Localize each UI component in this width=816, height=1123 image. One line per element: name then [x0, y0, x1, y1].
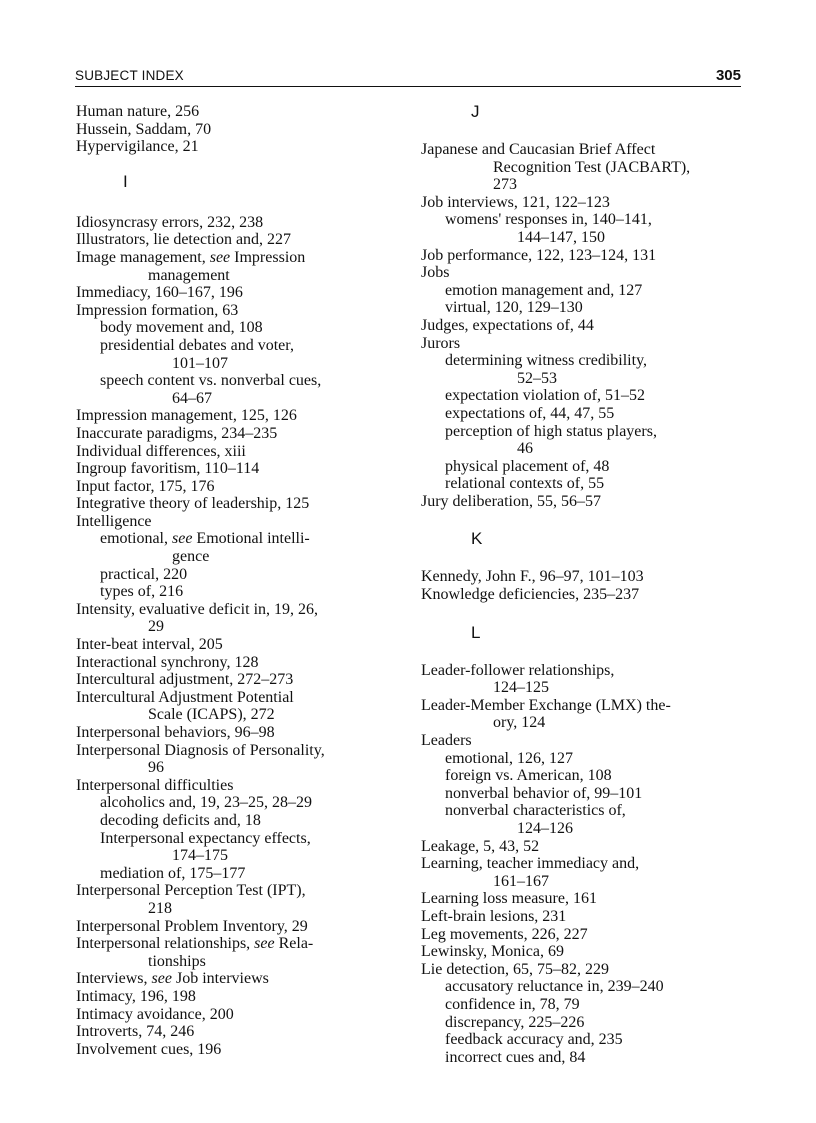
entry-text: Rela- [274, 935, 314, 953]
index-subentry [421, 211, 741, 246]
entry-text: foreign vs. American, 108 [445, 767, 612, 785]
index-entry [76, 284, 406, 302]
index-entry [76, 1006, 406, 1024]
index-entry [421, 568, 741, 586]
entry-text: Emotional intelli- [192, 530, 310, 548]
index-entry [76, 636, 406, 654]
index-subentry [421, 387, 741, 405]
entry-text: Lewinsky, Monica, 69 [421, 943, 564, 961]
entry-text: Jobs [421, 264, 450, 282]
entry-text: Interpersonal relationships, [76, 935, 255, 953]
entry-text: Intimacy avoidance, 200 [76, 1005, 234, 1023]
index-entry [421, 961, 741, 979]
entry-text: nonverbal behavior of, 99–101 [445, 784, 643, 802]
index-subentry [76, 583, 406, 601]
index-entry [76, 249, 406, 284]
section-letter-heading: J [471, 102, 480, 121]
entry-text: Impression management, 125, 126 [76, 407, 297, 425]
entry-text: Japanese and Caucasian Brief Affect [421, 141, 656, 158]
index-subentry [421, 423, 741, 458]
entry-continuation: tionships [148, 952, 206, 970]
cross-reference-see: see [254, 935, 275, 953]
index-entry [76, 425, 406, 443]
entry-text: Leg movements, 226, 227 [421, 925, 588, 943]
index-entry [76, 513, 406, 531]
entry-text: Idiosyncrasy errors, 232, 238 [76, 213, 264, 231]
entry-text: mediation of, 175–177 [100, 864, 246, 882]
entry-text: Intimacy, 196, 198 [76, 987, 196, 1005]
index-entry [76, 724, 406, 742]
entry-continuation: 161–167 [493, 872, 549, 890]
entry-text: Leader-follower relationships, [421, 661, 615, 679]
spacer [421, 604, 741, 624]
index-subentry [421, 352, 741, 387]
index-entry [76, 671, 406, 689]
entry-text: Hussein, Saddam, 70 [76, 120, 212, 138]
index-subentry [421, 1014, 741, 1032]
index-entry [76, 495, 406, 513]
entry-text: Job interviews, 121, 122–123 [421, 193, 610, 211]
entry-text: Jurors [421, 334, 461, 352]
entry-text: perception of high status players, [445, 422, 657, 440]
entry-text: practical, 220 [100, 565, 188, 583]
index-subentry [76, 372, 406, 407]
entry-continuation: 144–147, 150 [517, 228, 605, 246]
index-subentry [421, 405, 741, 423]
entry-text: discrepancy, 225–226 [445, 1013, 585, 1031]
index-subentry [76, 319, 406, 337]
entry-text: Introverts, 74, 246 [76, 1023, 195, 1041]
index-entry [421, 890, 741, 908]
entry-text: confidence in, 78, 79 [445, 995, 580, 1013]
index-entry [76, 654, 406, 672]
index-entry [76, 103, 406, 121]
index-entry [76, 601, 406, 636]
index-entry [76, 443, 406, 461]
entry-continuation: Scale (ICAPS), 272 [148, 706, 275, 724]
index-entry [421, 317, 741, 335]
entry-continuation: 52–53 [517, 369, 557, 387]
index-entry [76, 1023, 406, 1041]
index-subentry [76, 865, 406, 883]
entry-continuation: gence [172, 548, 210, 566]
entry-text: physical placement of, 48 [445, 457, 610, 475]
entry-text: Leaders [421, 732, 472, 750]
index-entry [76, 138, 406, 156]
index-subentry [76, 830, 406, 865]
index-entry [421, 194, 741, 212]
entry-text: Lie detection, 65, 75–82, 229 [421, 960, 609, 978]
entry-text: Knowledge deficiencies, 235–237 [421, 586, 640, 604]
cross-reference-see: see [209, 248, 231, 266]
index-entry [421, 838, 741, 856]
entry-text: incorrect cues and, 84 [445, 1048, 586, 1066]
index-subentry [421, 750, 741, 768]
entry-continuation: 64–67 [172, 389, 212, 407]
entry-continuation: Recognition Test (JACBART), [493, 158, 691, 176]
section-letter-heading: I [123, 171, 128, 191]
entry-text: Leader-Member Exchange (LMX) the- [421, 696, 671, 714]
entry-text: Judges, expectations of, 44 [421, 316, 594, 334]
entry-text: emotional, [100, 530, 172, 548]
entry-text: Interpersonal behaviors, 96–98 [76, 724, 275, 741]
entry-text: types of, 216 [100, 583, 184, 601]
index-subentry [421, 996, 741, 1014]
entry-text: expectation violation of, 51–52 [445, 387, 645, 405]
index-entry [76, 460, 406, 478]
index-entry [421, 855, 741, 890]
section-letter-heading: K [471, 529, 483, 549]
entry-text: Learning, teacher immediacy and, [421, 855, 640, 873]
index-subentry [421, 1031, 741, 1049]
index-entry [421, 586, 741, 604]
entry-text: Job performance, 122, 123–124, 131 [421, 246, 657, 264]
entry-text: Job interviews [171, 970, 269, 988]
entry-text: Intensity, evaluative deficit in, 19, 26, [76, 600, 319, 618]
index-entry [421, 247, 741, 265]
running-head-title: SUBJECT INDEX [75, 68, 184, 83]
index-entry [421, 264, 741, 282]
entry-text: Illustrators, lie detection and, 227 [76, 231, 292, 249]
page-number: 305 [715, 67, 741, 84]
entry-text: Involvement cues, 196 [76, 1040, 222, 1058]
index-entry [421, 141, 741, 194]
index-entry [421, 926, 741, 944]
running-header [75, 64, 741, 87]
entry-text: Interactional synchrony, 128 [76, 653, 259, 671]
index-subentry [421, 458, 741, 476]
spacer [421, 548, 741, 568]
index-subentry [421, 475, 741, 493]
entry-text: Human nature, 256 [76, 103, 200, 120]
index-entry [76, 882, 406, 917]
entry-continuation: 273 [493, 176, 517, 194]
entry-text: Interpersonal Diagnosis of Personality, [76, 741, 325, 759]
index-entry [76, 231, 406, 249]
entry-continuation: 174–175 [172, 847, 228, 865]
entry-continuation: 96 [148, 759, 164, 777]
index-subentry [421, 978, 741, 996]
index-column-right [421, 103, 741, 1066]
entry-text: Image management, [76, 248, 210, 266]
entry-text: Ingroup favoritism, 110–114 [76, 460, 260, 478]
entry-text: presidential debates and voter, [100, 336, 294, 354]
entry-text: Interpersonal difficulties [76, 776, 234, 794]
entry-text: determining witness credibility, [445, 352, 648, 370]
entry-continuation: 46 [517, 440, 533, 458]
entry-continuation: 124–126 [517, 820, 573, 837]
index-subentry [421, 767, 741, 785]
entry-continuation: 218 [148, 899, 172, 917]
entry-text: accusatory reluctance in, 239–240 [445, 978, 664, 996]
entry-text: Interpersonal expectancy effects, [100, 829, 311, 847]
entry-text: Inter-beat interval, 205 [76, 636, 223, 654]
spacer [421, 121, 741, 141]
entry-text: Interviews, [76, 970, 152, 988]
entry-text: Interpersonal Problem Inventory, 29 [76, 917, 308, 935]
entry-text: Impression [230, 248, 306, 266]
spacer [76, 156, 406, 173]
entry-text: body movement and, 108 [100, 319, 263, 337]
cross-reference-see: see [151, 970, 172, 988]
entry-text: Interpersonal Perception Test (IPT), [76, 882, 306, 900]
index-entry [76, 777, 406, 795]
spacer [421, 642, 741, 662]
entry-continuation: 101–107 [172, 354, 228, 372]
entry-text: Intercultural adjustment, 272–273 [76, 671, 294, 689]
index-entry [421, 908, 741, 926]
index-subentry [421, 785, 741, 803]
entry-continuation: 124–125 [493, 679, 549, 697]
index-entry [421, 732, 741, 750]
entry-text: Kennedy, John F., 96–97, 101–103 [421, 568, 644, 586]
entry-text: relational contexts of, 55 [445, 475, 605, 493]
entry-text: emotional, 126, 127 [445, 749, 573, 767]
index-entry [76, 742, 406, 777]
index-entry [421, 493, 741, 511]
entry-text: virtual, 120, 129–130 [445, 299, 583, 317]
entry-text: Integrative theory of leadership, 125 [76, 495, 310, 513]
entry-text: Intelligence [76, 512, 152, 530]
entry-text: Individual differences, xiii [76, 442, 246, 460]
entry-continuation: management [148, 266, 230, 284]
index-entry [421, 697, 741, 732]
index-entry [76, 478, 406, 496]
entry-text: Leakage, 5, 43, 52 [421, 837, 540, 855]
entry-text: Impression formation, 63 [76, 301, 239, 319]
entry-text: Intercultural Adjustment Potential [76, 688, 294, 706]
index-column-left [76, 103, 406, 1058]
index-entry [76, 970, 406, 988]
spacer [421, 510, 741, 530]
index-entry [76, 918, 406, 936]
index-entry [76, 689, 406, 724]
index-subentry [76, 794, 406, 812]
entry-text: expectations of, 44, 47, 55 [445, 404, 615, 422]
entry-text: Input factor, 175, 176 [76, 477, 215, 495]
index-subentry [76, 812, 406, 830]
index-entry [421, 335, 741, 353]
index-entry [76, 988, 406, 1006]
entry-text: Inaccurate paradigms, 234–235 [76, 424, 278, 442]
index-entry [76, 121, 406, 139]
index-subentry [421, 802, 741, 837]
index-entry [421, 943, 741, 961]
entry-text: Jury deliberation, 55, 56–57 [421, 492, 601, 510]
entry-text: decoding deficits and, 18 [100, 811, 261, 829]
index-subentry [421, 282, 741, 300]
index-entry [76, 302, 406, 320]
index-entry [76, 1041, 406, 1059]
index-subentry [76, 337, 406, 372]
spacer [76, 191, 406, 214]
index-entry [76, 935, 406, 970]
index-subentry [421, 1049, 741, 1067]
entry-text: emotion management and, 127 [445, 281, 643, 299]
entry-text: womens' responses in, 140–141, [445, 211, 652, 229]
index-entry [421, 662, 741, 697]
entry-continuation: ory, 124 [493, 714, 546, 732]
entry-text: feedback accuracy and, 235 [445, 1031, 623, 1049]
section-letter-heading: L [471, 622, 481, 642]
entry-text: Hypervigilance, 21 [76, 138, 199, 156]
entry-text: Learning loss measure, 161 [421, 890, 597, 908]
cross-reference-see: see [171, 530, 193, 548]
index-entry [76, 214, 406, 232]
entry-text: alcoholics and, 19, 23–25, 28–29 [100, 794, 312, 812]
index-entry [76, 407, 406, 425]
index-subentry [421, 299, 741, 317]
index-subentry [76, 566, 406, 584]
entry-text: Immediacy, 160–167, 196 [76, 284, 243, 302]
entry-text: nonverbal characteristics of, [445, 802, 626, 820]
entry-text: Left-brain lesions, 231 [421, 907, 567, 925]
entry-continuation: 29 [148, 618, 164, 636]
index-subentry [76, 530, 406, 565]
entry-text: speech content vs. nonverbal cues, [100, 372, 322, 390]
